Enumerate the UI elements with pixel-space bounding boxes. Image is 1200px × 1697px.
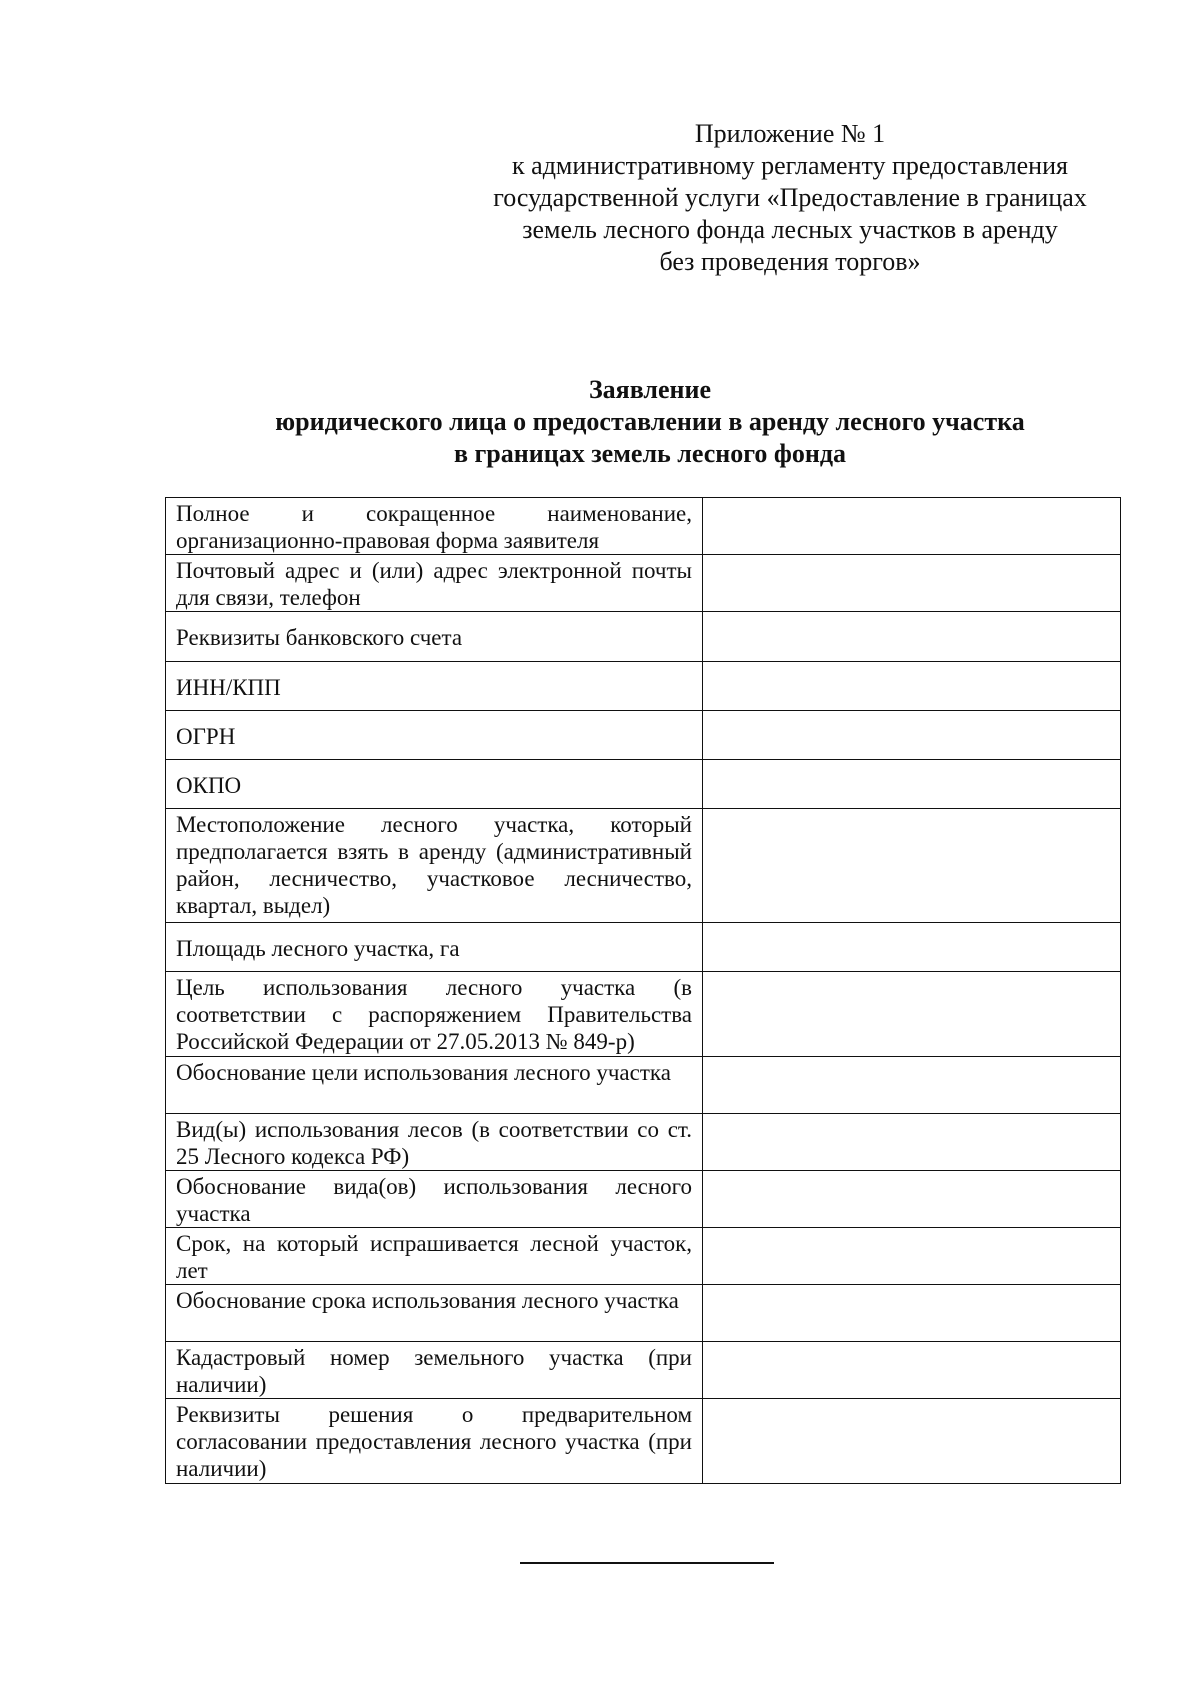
field-value-location[interactable] — [703, 809, 1121, 923]
application-form-table — [165, 497, 1121, 1484]
field-label-purpose: Цель использования лесного участка (в соответствии с распоряжением Правительства Российской Федерации от 27.05.2013 № 849-р) — [166, 972, 703, 1057]
table-row — [166, 1114, 1121, 1171]
table-row — [166, 809, 1121, 923]
field-value-term-justification[interactable] — [703, 1285, 1121, 1342]
table-row — [166, 972, 1121, 1057]
appendix-line: земель лесного фонда лесных участков в аренду — [522, 215, 1058, 244]
table-row — [166, 1171, 1121, 1228]
table-row — [166, 1399, 1121, 1484]
field-label-location: Местоположение лесного участка, который предполагается взять в аренду (административный район, лесничество, участковое лесничество, квартал, выдел) — [166, 809, 703, 923]
table-row — [166, 760, 1121, 809]
table-row — [166, 1228, 1121, 1285]
table-row — [166, 1285, 1121, 1342]
field-label-ogrn: ОГРН — [166, 711, 703, 760]
table-row — [166, 555, 1121, 612]
table-row — [166, 1342, 1121, 1399]
field-value-use-types[interactable] — [703, 1114, 1121, 1171]
field-label-cadastral-number: Кадастровый номер земельного участка (при наличии) — [166, 1342, 703, 1399]
appendix-header — [440, 118, 1140, 278]
field-label-bank-details: Реквизиты банковского счета — [166, 612, 703, 662]
field-value-use-types-justification[interactable] — [703, 1171, 1121, 1228]
table-row — [166, 923, 1121, 972]
field-value-area[interactable] — [703, 923, 1121, 972]
appendix-line: государственной услуги «Предоставление в границах — [493, 183, 1087, 212]
field-value-address[interactable] — [703, 555, 1121, 612]
table-row — [166, 1057, 1121, 1114]
field-value-ogrn[interactable] — [703, 711, 1121, 760]
field-value-bank-details[interactable] — [703, 612, 1121, 662]
field-value-name[interactable] — [703, 498, 1121, 555]
table-row — [166, 498, 1121, 555]
appendix-line: Приложение № 1 — [694, 119, 886, 148]
field-label-address: Почтовый адрес и (или) адрес электронной почты для связи, телефон — [166, 555, 703, 612]
document-title — [160, 374, 1140, 470]
field-label-name: Полное и сокращенное наименование, организационно-правовая форма заявителя — [166, 498, 703, 555]
appendix-line: без проведения торгов» — [659, 247, 921, 276]
field-label-inn-kpp: ИНН/КПП — [166, 662, 703, 711]
field-value-term[interactable] — [703, 1228, 1121, 1285]
field-value-cadastral-number[interactable] — [703, 1342, 1121, 1399]
footer-separator-line — [520, 1562, 774, 1564]
field-label-use-types: Вид(ы) использования лесов (в соответствии со ст. 25 Лесного кодекса РФ) — [166, 1114, 703, 1171]
field-value-purpose-justification[interactable] — [703, 1057, 1121, 1114]
table-row — [166, 612, 1121, 662]
field-label-preliminary-approval: Реквизиты решения о предварительном согласовании предоставления лесного участка (при наличии) — [166, 1399, 703, 1484]
title-line: Заявление — [588, 375, 712, 404]
appendix-line: к административному регламенту предоставления — [512, 151, 1068, 180]
field-label-use-types-justification: Обоснование вида(ов) использования лесного участка — [166, 1171, 703, 1228]
title-line: в границах земель лесного фонда — [453, 439, 847, 468]
field-label-okpo: ОКПО — [166, 760, 703, 809]
field-label-purpose-justification: Обоснование цели использования лесного участка — [166, 1057, 703, 1114]
table-row — [166, 711, 1121, 760]
field-value-purpose[interactable] — [703, 972, 1121, 1057]
table-row — [166, 662, 1121, 711]
field-label-term-justification: Обоснование срока использования лесного участка — [166, 1285, 703, 1342]
field-value-inn-kpp[interactable] — [703, 662, 1121, 711]
field-value-preliminary-approval[interactable] — [703, 1399, 1121, 1484]
title-line: юридического лица о предоставлении в аренду лесного участка — [275, 407, 1025, 436]
field-label-term: Срок, на который испрашивается лесной участок, лет — [166, 1228, 703, 1285]
field-value-okpo[interactable] — [703, 760, 1121, 809]
field-label-area: Площадь лесного участка, га — [166, 923, 703, 972]
